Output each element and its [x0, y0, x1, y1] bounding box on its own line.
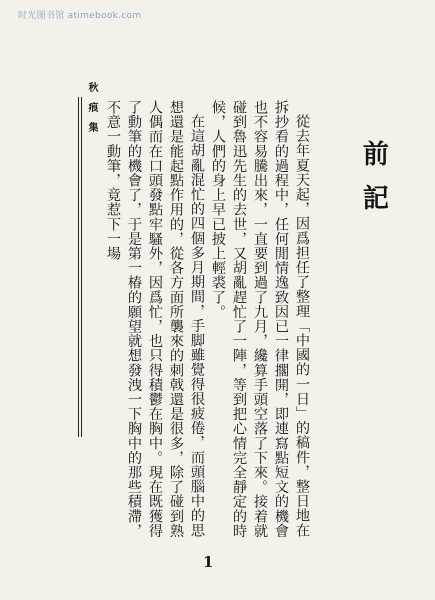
body-text	[60, 100, 312, 540]
page-number: 1	[203, 553, 214, 571]
paragraph: 在這胡亂混忙的四個多月期間，手脚雖覺得很疲倦，而頭腦中的思想還是能起點作用的，從各方面所襲來的刺戟還是很多，除了碰到熟人偶而在口頭發點牢騷外，因爲忙，也只得積鬱在胸中。現在既獲得了動筆的機會了，于是第一椿的願望就想發洩一下胸中的那些積滯，不意一動筆，竟惹下一場	[105, 100, 205, 538]
running-title: 秋痕集	[86, 82, 97, 142]
paragraph: 從去年夏天起，因爲担任了整理「中國的一日」的稿件，整日地在拆抄看的過程中，任何閒情逸致因已一律擱開，即連寫點短文的機會也不容易騰出來，一直要到過了九月，纔算手頭空落了下來。接着就碰到魯迅先生的去世，又胡亂趕忙了一陣，等到把心情完全靜定的時候，人們的身上早已披上輕裘了。	[210, 100, 310, 538]
watermark: 时光图书馆 atimebook.com	[18, 11, 142, 21]
page-title: 前記	[358, 140, 389, 228]
